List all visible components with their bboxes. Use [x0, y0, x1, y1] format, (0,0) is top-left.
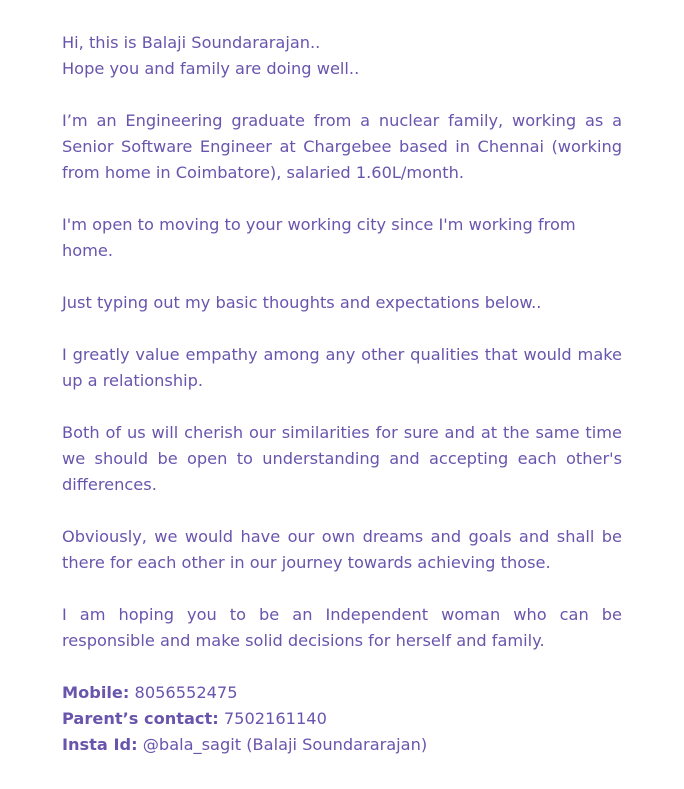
insta-line: [62, 732, 622, 758]
intro-paragraph: I’m an Engineering graduate from a nuclear family, working as a Senior Software Engineer at Chargebee based in Chennai (working from home in Coimbatore), salaried 1.60L/month.: [62, 111, 622, 182]
greeting-line: Hope you and family are doing well..: [62, 59, 360, 78]
empathy-paragraph: I greatly value empathy among any other qualities that would make up a relationship.: [62, 345, 622, 390]
greeting-paragraph: [62, 30, 622, 82]
mobile-label: Mobile:: [62, 683, 130, 702]
thoughts-intro-paragraph: Just typing out my basic thoughts and expectations below..: [62, 293, 542, 312]
insta-value: @bala_sagit (Balaji Soundararajan): [142, 735, 428, 754]
mobile-line: [62, 680, 622, 706]
insta-label: Insta Id:: [62, 735, 138, 754]
expectations-paragraph: I am hoping you to be an Independent woman who can be responsible and make solid decisions for herself and family.: [62, 605, 622, 650]
greeting-line: Hi, this is Balaji Soundararajan..: [62, 33, 321, 52]
parent-contact-line: [62, 706, 622, 732]
relocation-paragraph: I'm open to moving to your working city since I'm working from home.: [62, 215, 576, 260]
parent-contact-label: Parent’s contact:: [62, 709, 219, 728]
dreams-paragraph: Obviously, we would have our own dreams and goals and shall be there for each other in our journey towards achieving those.: [62, 527, 622, 572]
contact-block: [62, 680, 622, 758]
similarities-paragraph: Both of us will cherish our similarities for sure and at the same time we should be open to understanding and accepting each other's differences.: [62, 423, 622, 494]
mobile-value: 8056552475: [134, 683, 238, 702]
parent-contact-value: 7502161140: [223, 709, 327, 728]
